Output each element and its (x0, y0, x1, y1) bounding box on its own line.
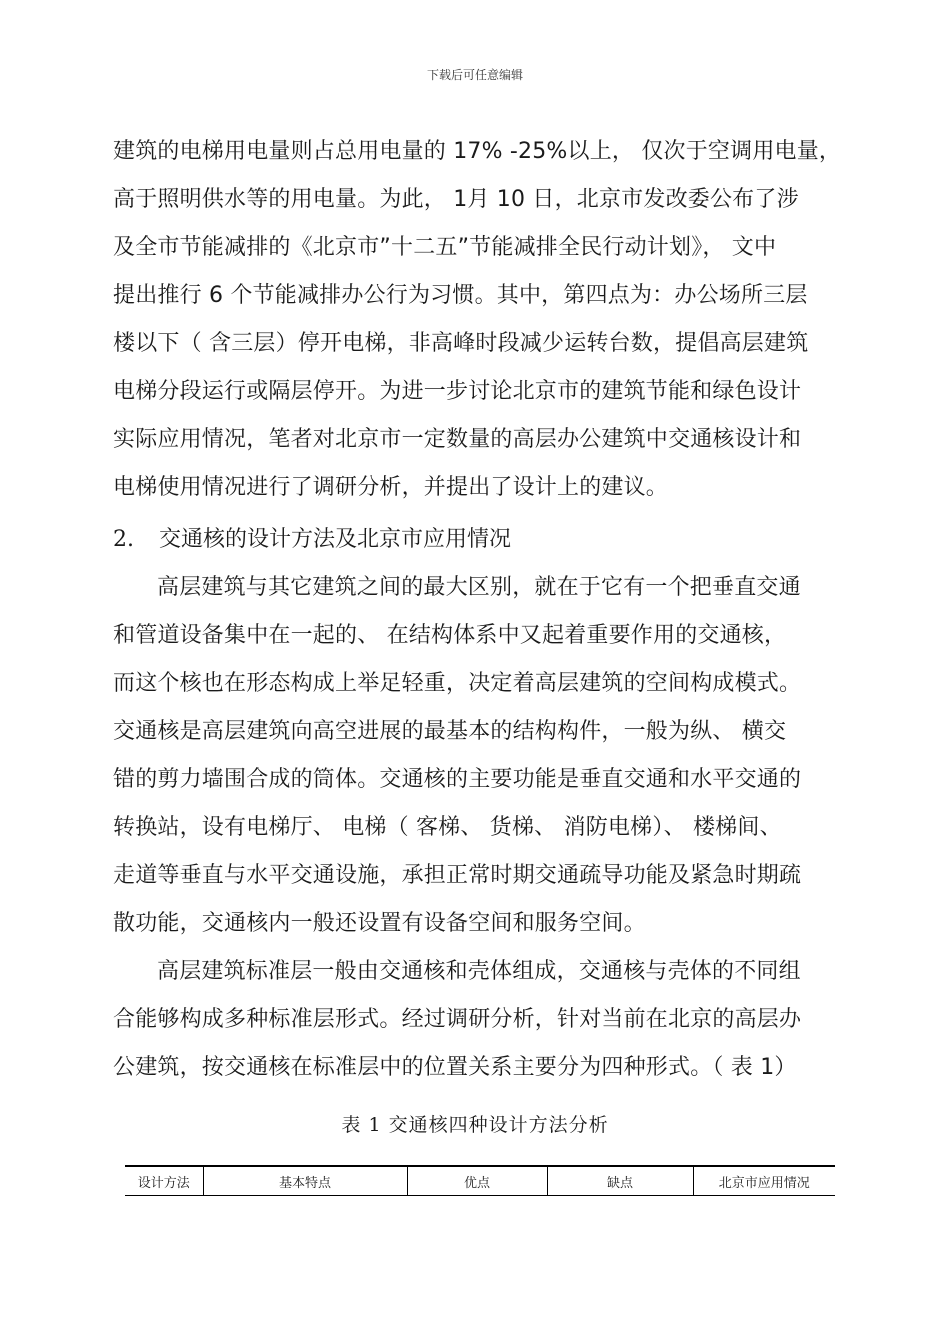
column-header: 缺点 (547, 1166, 693, 1196)
header-note: 下载后可任意编辑 (426, 68, 523, 82)
text-line: 实际应用情况，笔者对北京市一定数量的高层办公建筑中交通核设计和 (113, 427, 802, 452)
section-heading (113, 516, 511, 564)
table-header-row (125, 1166, 835, 1196)
text-line: 错的剪力墙围合成的筒体。交通核的主要功能是垂直交通和水平交通的 (113, 767, 802, 792)
text-line: 公建筑，按交通核在标准层中的位置关系主要分为四种形式。（ 表 1） (113, 1055, 797, 1080)
text-line: 和管道设备集中在一起的、 在结构体系中又起着重要作用的交通核， (113, 623, 787, 648)
text-line: 提出推行 6 个节能减排办公行为习惯。其中，第四点为：办公场所三层 (113, 283, 808, 308)
text-line: 转换站，设有电梯厅、 电梯（ 客梯、 货梯、 消防电梯）、 楼梯间、 (113, 815, 782, 840)
paragraph-traffic-core (113, 564, 838, 948)
text-line: 而这个核也在形态构成上举足轻重，决定着高层建筑的空间构成模式。 (113, 671, 802, 696)
paragraph-standard-floor (113, 948, 838, 1092)
text-line: 建筑的电梯用电量则占总用电量的 17% -25%以上， 仅次于空调用电量， (113, 139, 842, 164)
section-title: 交通核的设计方法及北京市应用情况 (159, 527, 512, 552)
text-line: 及全市节能减排的《北京市”十二五”节能减排全民行动计划》， 文中 (113, 235, 777, 260)
design-methods-table (125, 1165, 835, 1196)
column-header: 设计方法 (137, 1175, 190, 1191)
table-caption: 表 1 交通核四种设计方法分析 (341, 1114, 609, 1136)
text-line: 电梯使用情况进行了调研分析，并提出了设计上的建议。 (113, 475, 669, 500)
text-line: 高层建筑标准层一般由交通核和壳体组成，交通核与壳体的不同组 (157, 959, 801, 984)
text-line: 散功能，交通核内一般还设置有设备空间和服务空间。 (113, 911, 646, 936)
text-line: 楼以下（ 含三层）停开电梯，非高峰时段减少运转台数，提倡高层建筑 (113, 331, 809, 356)
text-line: 高层建筑与其它建筑之间的最大区别，就在于它有一个把垂直交通 (157, 575, 801, 600)
column-header: 优点 (407, 1166, 547, 1196)
paragraph-electricity (113, 128, 842, 512)
column-header: 北京市应用情况 (693, 1166, 835, 1196)
text-line: 合能够构成多种标准层形式。经过调研分析，针对当前在北京的高层办 (113, 1007, 802, 1032)
text-line: 交通核是高层建筑向高空进展的最基本的结构构件，一般为纵、 横交 (113, 719, 787, 744)
text-line: 电梯分段运行或隔层停开。为进一步讨论北京市的建筑节能和绿色设计 (113, 379, 802, 404)
column-header: 基本特点 (203, 1166, 407, 1196)
section-number: 2. (113, 527, 134, 552)
text-line: 高于照明供水等的用电量。为此， 1月 10 日，北京市发改委公布了涉 (113, 187, 799, 212)
text-line: 走道等垂直与水平交通设施，承担正常时期交通疏导功能及紧急时期疏 (113, 863, 802, 888)
